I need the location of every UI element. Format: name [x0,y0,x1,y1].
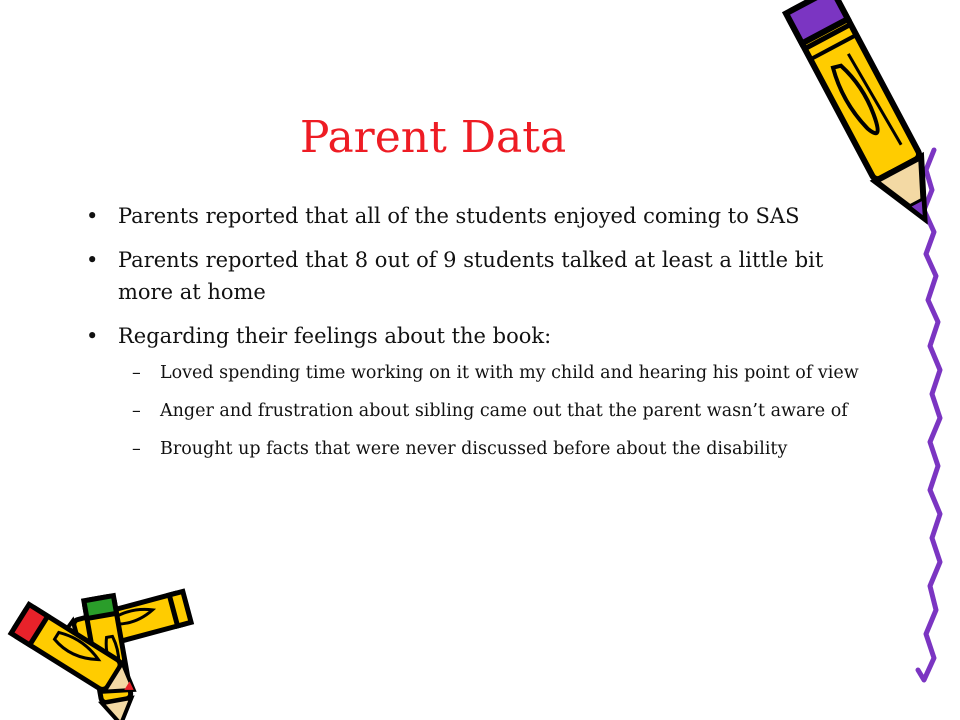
sub-bullet-marker: – [132,363,141,383]
bullet-list [82,200,872,474]
bullet-text: Parents reported that 8 out of 9 students talked at least a little bit more at home [118,248,824,304]
slide-title: Parent Data [299,112,567,163]
sub-bullet-text: Loved spending time working on it with my child and hearing his point of view [160,363,859,383]
bullet-item [82,200,872,232]
bullet-text: Regarding their feelings about the book: [118,324,552,348]
sub-bullet-item [82,436,872,462]
sub-bullet-item [82,360,872,386]
sub-bullet-marker: – [132,401,141,421]
bullet-marker: • [86,324,99,348]
sub-bullet-text: Brought up facts that were never discussed before about the disability [160,439,788,459]
bullet-text: Parents reported that all of the students enjoyed coming to SAS [118,204,800,228]
sub-bullet-text: Anger and frustration about sibling came out that the parent wasn’t aware of [160,401,848,421]
sub-bullet-item [82,398,872,424]
bullet-item [82,320,872,352]
sub-bullet-marker: – [132,439,141,459]
bullet-item [82,244,872,308]
pencil-icon-red [0,606,150,716]
bullet-marker: • [86,204,99,228]
bullet-marker: • [86,248,99,272]
